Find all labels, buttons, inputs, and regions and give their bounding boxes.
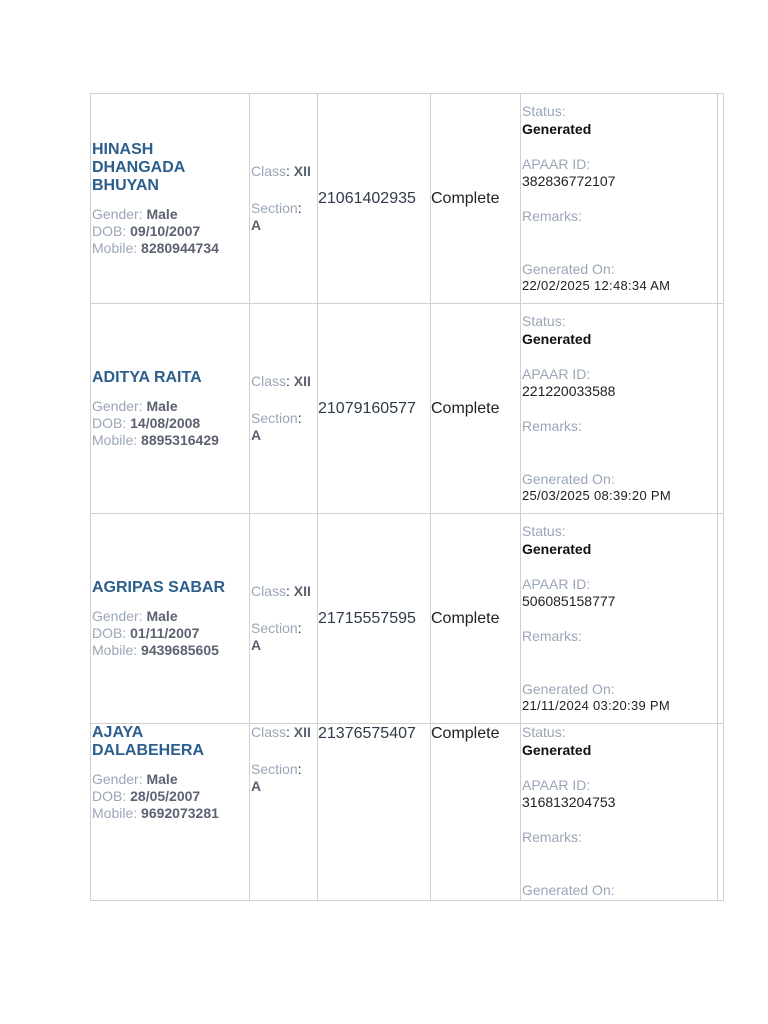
completion-status-cell: Complete bbox=[431, 724, 521, 901]
remarks-label: Remarks: bbox=[522, 628, 582, 644]
apaar-id-label: APAAR ID: bbox=[522, 156, 591, 172]
roll-number-cell: 21376575407 bbox=[318, 724, 431, 901]
class-colon: : bbox=[286, 373, 290, 389]
dob-value: 14/08/2008 bbox=[130, 414, 201, 431]
dob-line bbox=[92, 625, 249, 642]
action-cell bbox=[718, 724, 724, 901]
dob-label: DOB: bbox=[92, 624, 127, 641]
class-section-cell bbox=[250, 724, 318, 901]
gender-line bbox=[92, 608, 249, 625]
mobile-line bbox=[92, 240, 249, 257]
class-colon: : bbox=[286, 583, 290, 599]
gender-value: Male bbox=[146, 771, 178, 787]
dob-line bbox=[92, 223, 249, 240]
roll-number-cell: 21715557595 bbox=[318, 514, 431, 724]
class-value: XII bbox=[293, 724, 311, 740]
action-cell bbox=[718, 304, 724, 514]
apaar-id-value: 382836772107 bbox=[522, 173, 616, 189]
dob-label: DOB: bbox=[92, 414, 127, 431]
apaar-id-value: 506085158777 bbox=[522, 593, 616, 609]
section-value: A bbox=[251, 637, 262, 653]
mobile-label: Mobile: bbox=[92, 641, 138, 658]
apaar-cell bbox=[521, 514, 718, 724]
class-value: XII bbox=[293, 583, 311, 599]
class-section-cell bbox=[250, 304, 318, 514]
generated-on-label: Generated On: bbox=[522, 681, 615, 697]
status-value: Generated bbox=[522, 742, 592, 758]
gender-value: Male bbox=[146, 397, 178, 414]
apaar-id-value: 221220033588 bbox=[522, 383, 616, 399]
section-label: Section bbox=[251, 620, 298, 636]
mobile-label: Mobile: bbox=[92, 239, 138, 256]
section-line bbox=[250, 620, 317, 654]
action-cell bbox=[718, 514, 724, 724]
remarks-label: Remarks: bbox=[522, 208, 582, 224]
generated-on-value: 25/03/2025 08:39:20 PM bbox=[522, 488, 671, 503]
section-line bbox=[250, 410, 317, 444]
mobile-value: 8895316429 bbox=[141, 431, 219, 448]
status-value: Generated bbox=[522, 541, 592, 557]
student-info-cell bbox=[91, 724, 250, 901]
student-name[interactable]: AJAYA DALABEHERA bbox=[92, 724, 204, 759]
gender-label: Gender: bbox=[92, 205, 143, 222]
class-line bbox=[250, 163, 317, 180]
class-line bbox=[250, 724, 317, 741]
mobile-label: Mobile: bbox=[92, 805, 138, 821]
section-label: Section bbox=[251, 200, 298, 216]
generated-on-label: Generated On: bbox=[522, 882, 615, 898]
class-label: Class bbox=[251, 583, 287, 599]
status-value: Generated bbox=[522, 121, 592, 137]
status-value: Generated bbox=[522, 331, 592, 347]
student-table-body bbox=[91, 94, 724, 901]
gender-line bbox=[92, 771, 249, 788]
student-name[interactable]: ADITYA RAITA bbox=[92, 368, 202, 386]
status-label: Status: bbox=[522, 103, 566, 119]
student-info-cell bbox=[91, 304, 250, 514]
dob-value: 09/10/2007 bbox=[130, 222, 201, 239]
section-line bbox=[250, 200, 317, 234]
mobile-line bbox=[92, 432, 249, 449]
dob-value: 28/05/2007 bbox=[130, 788, 201, 804]
dob-line bbox=[92, 415, 249, 432]
class-value: XII bbox=[293, 163, 311, 179]
section-value: A bbox=[251, 217, 262, 233]
student-table bbox=[90, 93, 724, 901]
gender-label: Gender: bbox=[92, 771, 143, 787]
gender-line bbox=[92, 398, 249, 415]
student-name[interactable]: AGRIPAS SABAR bbox=[92, 578, 226, 596]
section-label: Section bbox=[251, 410, 298, 426]
completion-status-cell: Complete bbox=[431, 514, 521, 724]
mobile-value: 8280944734 bbox=[141, 239, 219, 256]
class-label: Class bbox=[251, 373, 287, 389]
dob-line bbox=[92, 788, 249, 805]
status-label: Status: bbox=[522, 313, 566, 329]
mobile-line bbox=[92, 642, 249, 659]
class-section-cell bbox=[250, 514, 318, 724]
student-row bbox=[91, 514, 724, 724]
dob-value: 01/11/2007 bbox=[130, 624, 200, 641]
class-value: XII bbox=[293, 373, 311, 389]
apaar-cell bbox=[521, 304, 718, 514]
dob-label: DOB: bbox=[92, 222, 127, 239]
remarks-label: Remarks: bbox=[522, 418, 582, 434]
apaar-id-label: APAAR ID: bbox=[522, 576, 591, 592]
student-info-cell bbox=[91, 514, 250, 724]
generated-on-value: 21/11/2024 03:20:39 PM bbox=[522, 698, 671, 713]
section-colon: : bbox=[297, 761, 302, 777]
section-line bbox=[250, 761, 317, 795]
section-colon: : bbox=[297, 200, 302, 216]
apaar-id-label: APAAR ID: bbox=[522, 366, 591, 382]
class-label: Class bbox=[251, 724, 287, 740]
generated-on-value: 22/02/2025 12:48:34 AM bbox=[522, 278, 671, 293]
generated-on-label: Generated On: bbox=[522, 261, 615, 277]
status-label: Status: bbox=[522, 523, 566, 539]
class-section-cell bbox=[250, 94, 318, 304]
mobile-line bbox=[92, 805, 249, 822]
student-info-cell bbox=[91, 94, 250, 304]
mobile-value: 9692073281 bbox=[141, 805, 219, 821]
gender-label: Gender: bbox=[92, 607, 143, 624]
mobile-value: 9439685605 bbox=[141, 641, 219, 658]
section-value: A bbox=[251, 427, 262, 443]
section-value: A bbox=[251, 778, 262, 794]
remarks-label: Remarks: bbox=[522, 829, 582, 845]
class-line bbox=[250, 373, 317, 390]
apaar-id-label: APAAR ID: bbox=[522, 777, 591, 793]
gender-value: Male bbox=[146, 607, 178, 624]
gender-line bbox=[92, 206, 249, 223]
status-label: Status: bbox=[522, 724, 566, 740]
roll-number-cell: 21061402935 bbox=[318, 94, 431, 304]
gender-value: Male bbox=[146, 205, 178, 222]
roll-number-cell: 21079160577 bbox=[318, 304, 431, 514]
student-row bbox=[91, 304, 724, 514]
completion-status-cell: Complete bbox=[431, 94, 521, 304]
class-colon: : bbox=[286, 724, 290, 740]
student-row bbox=[91, 94, 724, 304]
class-label: Class bbox=[251, 163, 287, 179]
class-line bbox=[250, 583, 317, 600]
apaar-id-value: 316813204753 bbox=[522, 794, 616, 810]
class-colon: : bbox=[286, 163, 290, 179]
section-colon: : bbox=[297, 620, 302, 636]
action-cell bbox=[718, 94, 724, 304]
apaar-cell bbox=[521, 94, 718, 304]
section-colon: : bbox=[297, 410, 302, 426]
student-name[interactable]: HINASH DHANGADA BHUYAN bbox=[92, 140, 185, 194]
student-row bbox=[91, 724, 724, 901]
section-label: Section bbox=[251, 761, 298, 777]
dob-label: DOB: bbox=[92, 788, 127, 804]
completion-status-cell: Complete bbox=[431, 304, 521, 514]
mobile-label: Mobile: bbox=[92, 431, 138, 448]
generated-on-label: Generated On: bbox=[522, 471, 615, 487]
apaar-cell bbox=[521, 724, 718, 901]
gender-label: Gender: bbox=[92, 397, 143, 414]
